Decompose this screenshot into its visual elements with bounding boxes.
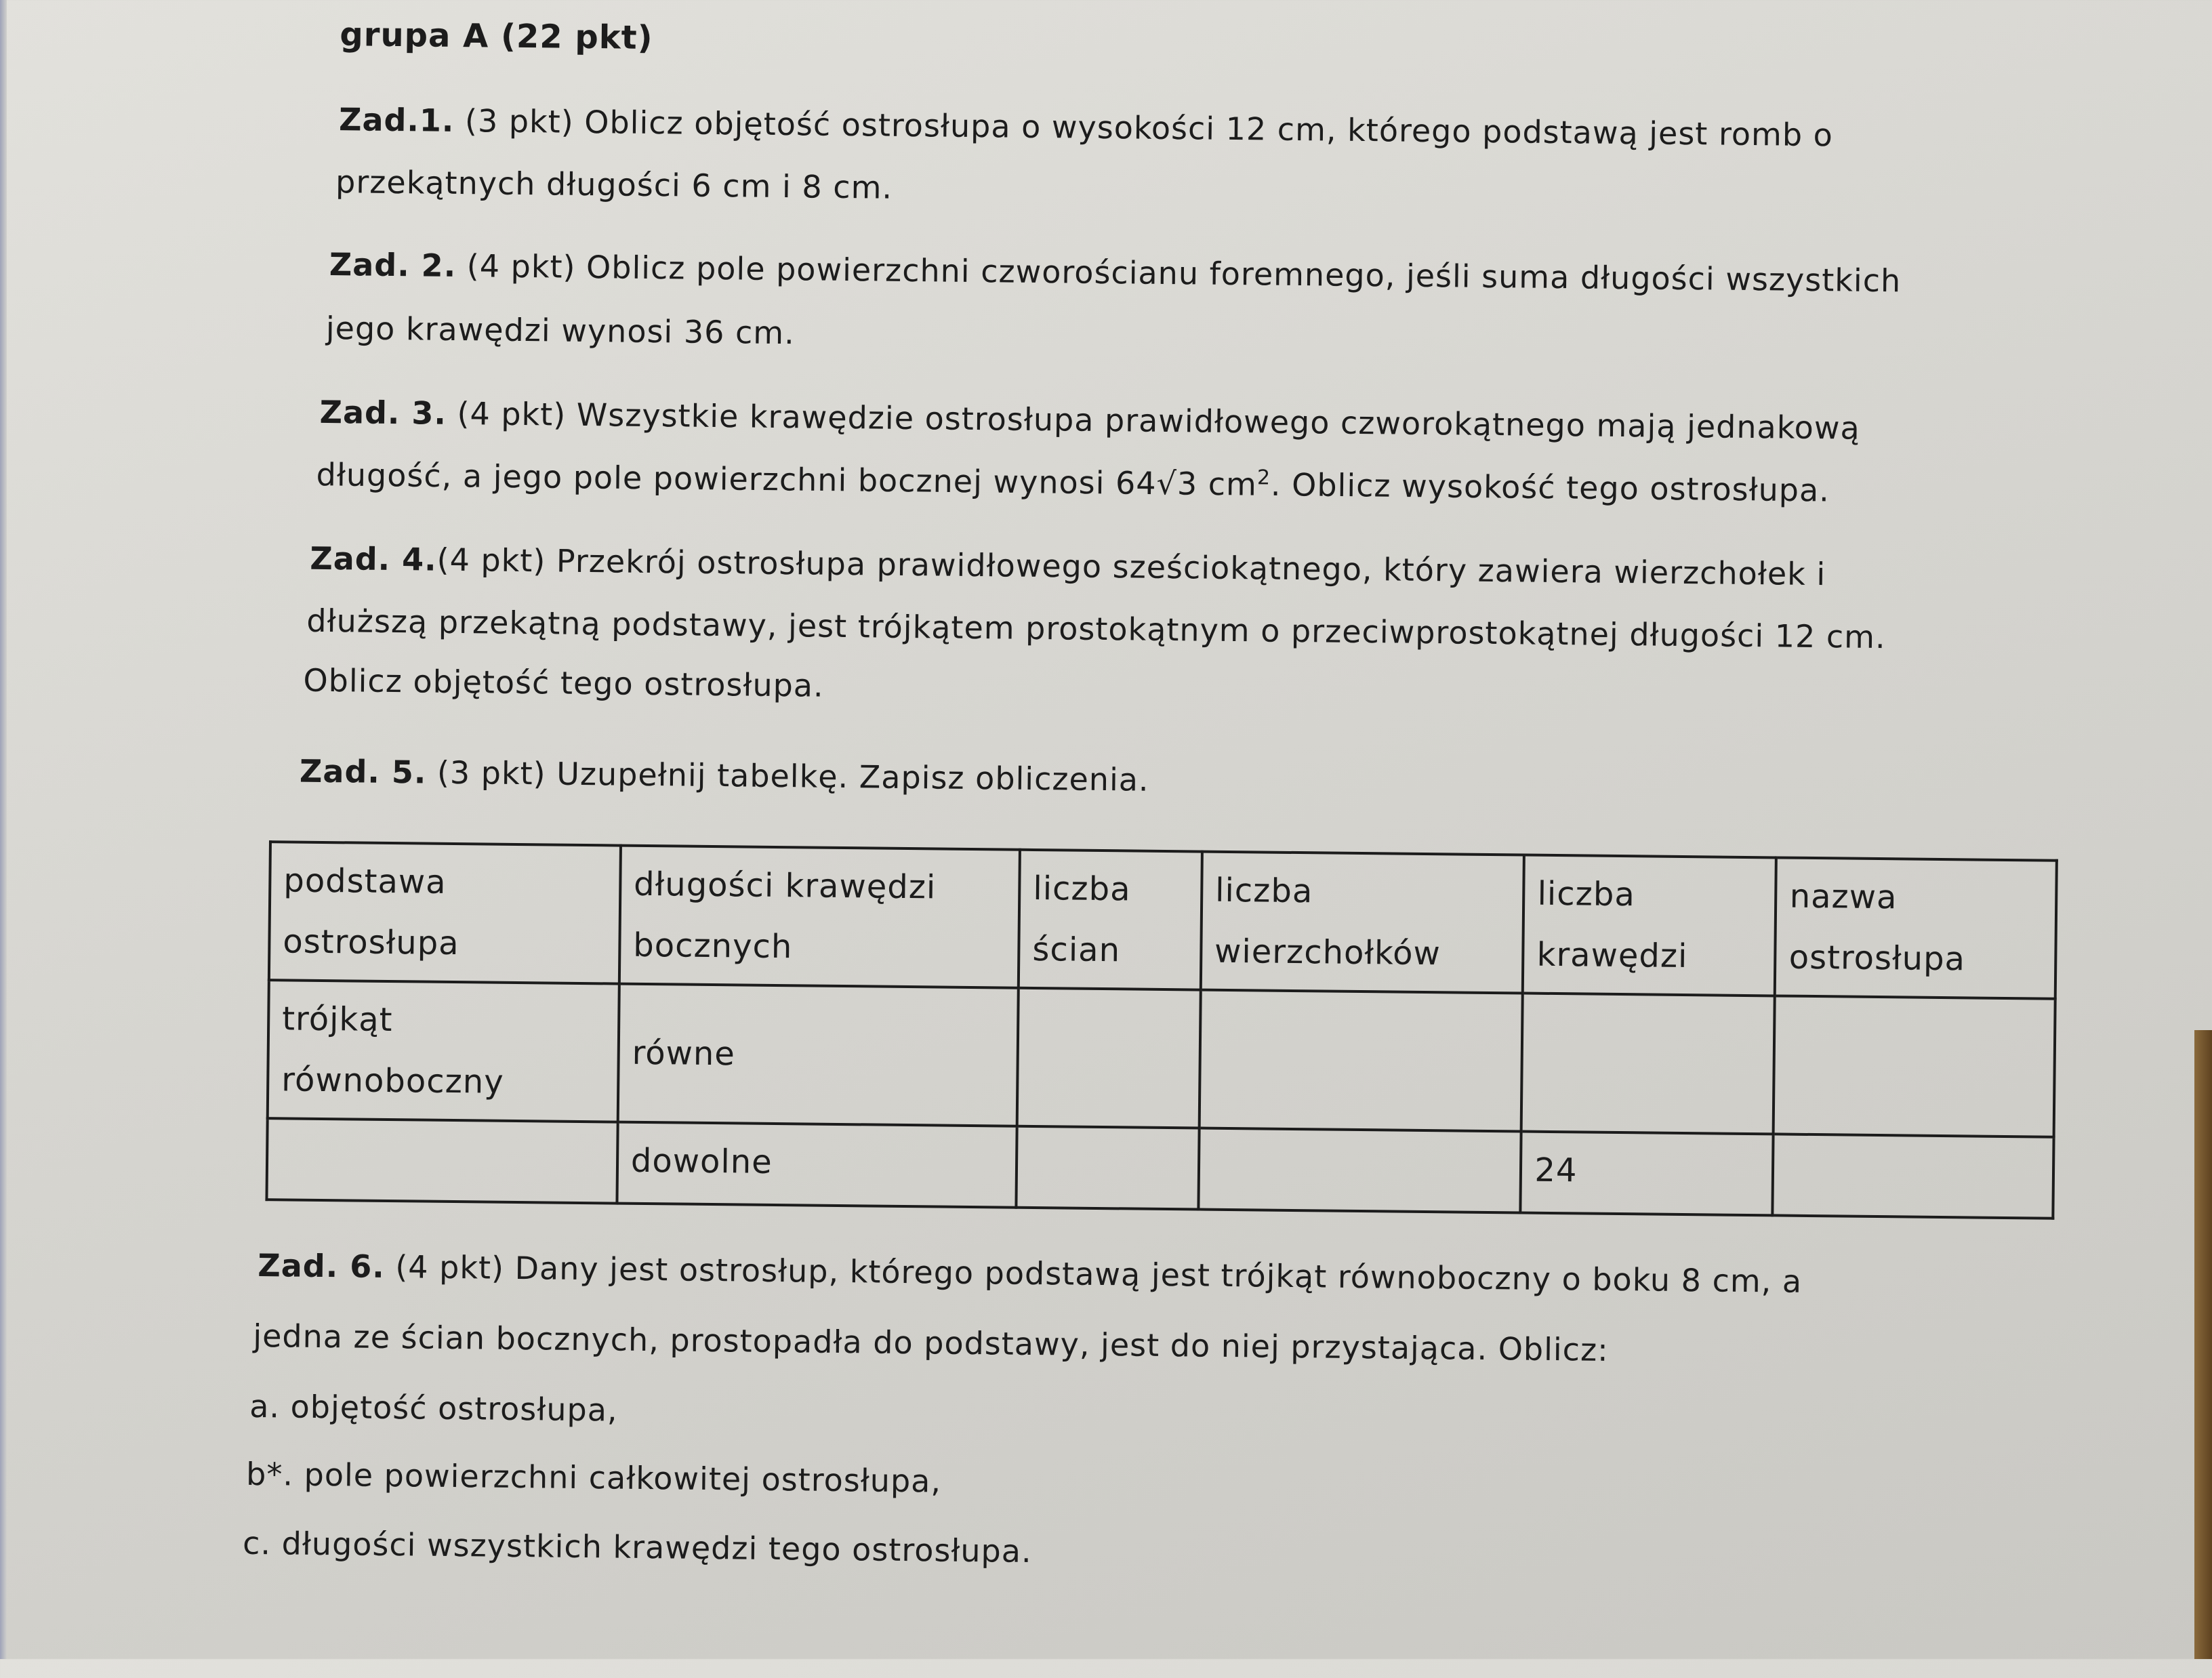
task-3-label: Zad. 3.	[319, 393, 447, 432]
task-3-line-2	[316, 456, 1830, 509]
task-6-item-a: a. objętość ostrosłupa,	[249, 1387, 618, 1429]
task-6-line-1	[258, 1247, 1802, 1300]
task-6-line-2: jedna ze ścian bocznych, prostopadła do podstawy, jest do niej przystająca. Oblicz:	[253, 1317, 1609, 1368]
table-header-cell: nazwa ostrosłupa	[1775, 857, 2057, 998]
table-cell	[1521, 994, 1775, 1134]
task-2-text: (4 pkt) Oblicz pole powierzchni czworościanu foremnego, jeśli suma długości wszystkich	[466, 247, 1902, 300]
table-cell: dowolne	[617, 1122, 1017, 1208]
task-1-text: (3 pkt) Oblicz objętość ostrosłupa o wysokości 12 cm, którego podstawą jest romb o	[464, 102, 1834, 154]
task-6-item-c: c. długości wszystkich krawędzi tego ostrosłupa.	[242, 1524, 1032, 1570]
table-cell: trójkąt równoboczny	[268, 980, 619, 1122]
table-cell	[1017, 988, 1201, 1128]
task-4-line-3: Oblicz objętość tego ostrosłupa.	[303, 661, 824, 704]
table-cell	[1773, 1134, 2054, 1218]
task-4-line-1	[310, 540, 1826, 592]
task-6-text: (4 pkt) Dany jest ostrosłup, którego podstawą jest trójkąt równoboczny o boku 8 cm, a	[395, 1248, 1803, 1300]
worksheet	[242, 0, 2053, 1678]
page-edge	[0, 0, 7, 1659]
answer-table	[265, 840, 2057, 1220]
table-header-cell: podstawa ostrosłupa	[269, 842, 621, 983]
task-3-text-2a: długość, a jego pole powierzchni bocznej wynosi 64√3 cm	[316, 456, 1258, 503]
table-cell	[1198, 1128, 1521, 1213]
table-cell	[1199, 990, 1523, 1132]
table-header-row	[269, 842, 2057, 999]
task-3-text-2b: . Oblicz wysokość tego ostrosłupa.	[1270, 466, 1830, 509]
task-2-label: Zad. 2.	[329, 246, 457, 284]
table-row	[268, 980, 2055, 1137]
task-3-exponent: 2	[1256, 466, 1271, 490]
task-3-line-1	[319, 394, 1860, 447]
task-6-label: Zad. 6.	[258, 1247, 386, 1285]
table-header-cell: liczba krawędzi	[1523, 855, 1776, 996]
table-cell	[266, 1118, 617, 1203]
page-title: grupa A (22 pkt)	[340, 16, 653, 58]
table-cell: równe	[618, 984, 1019, 1126]
task-2-line-1	[329, 246, 1902, 299]
task-1-line-2: przekątnych długości 6 cm i 8 cm.	[335, 163, 893, 206]
task-2-line-2: jego krawędzi wynosi 36 cm.	[325, 309, 796, 352]
desk-edge	[2194, 1030, 2212, 1659]
task-4-text: (4 pkt) Przekrój ostrosłupa prawidłowego sześciokątnego, który zawiera wierzchołek i	[436, 541, 1826, 593]
table-cell	[1774, 996, 2055, 1137]
task-5-label: Zad. 5.	[299, 752, 427, 791]
table-header-cell: liczba ścian	[1019, 850, 1202, 990]
task-4-line-2: dłuższą przekątną podstawy, jest trójkątem prostokątnym o przeciwprostokątnej długości 12 cm.	[306, 602, 1886, 656]
task-1-line-1	[339, 101, 1833, 153]
table-cell: 24	[1521, 1132, 1774, 1216]
table-header-cell: liczba wierzchołków	[1201, 852, 1525, 994]
task-5-text: (3 pkt) Uzupełnij tabelkę. Zapisz obliczenia.	[436, 754, 1149, 798]
task-6-item-b: b*. pole powierzchni całkowitej ostrosłupa,	[245, 1455, 942, 1500]
table-header-cell: długości krawędzi bocznych	[619, 846, 1020, 988]
task-5-line-1	[300, 753, 1149, 798]
table-cell	[1016, 1126, 1199, 1210]
task-3-text: (4 pkt) Wszystkie krawędzie ostrosłupa prawidłowego czworokątnego mają jednakową	[457, 395, 1860, 447]
task-4-label: Zad. 4.	[310, 539, 437, 578]
task-1-label: Zad.1.	[338, 101, 455, 139]
